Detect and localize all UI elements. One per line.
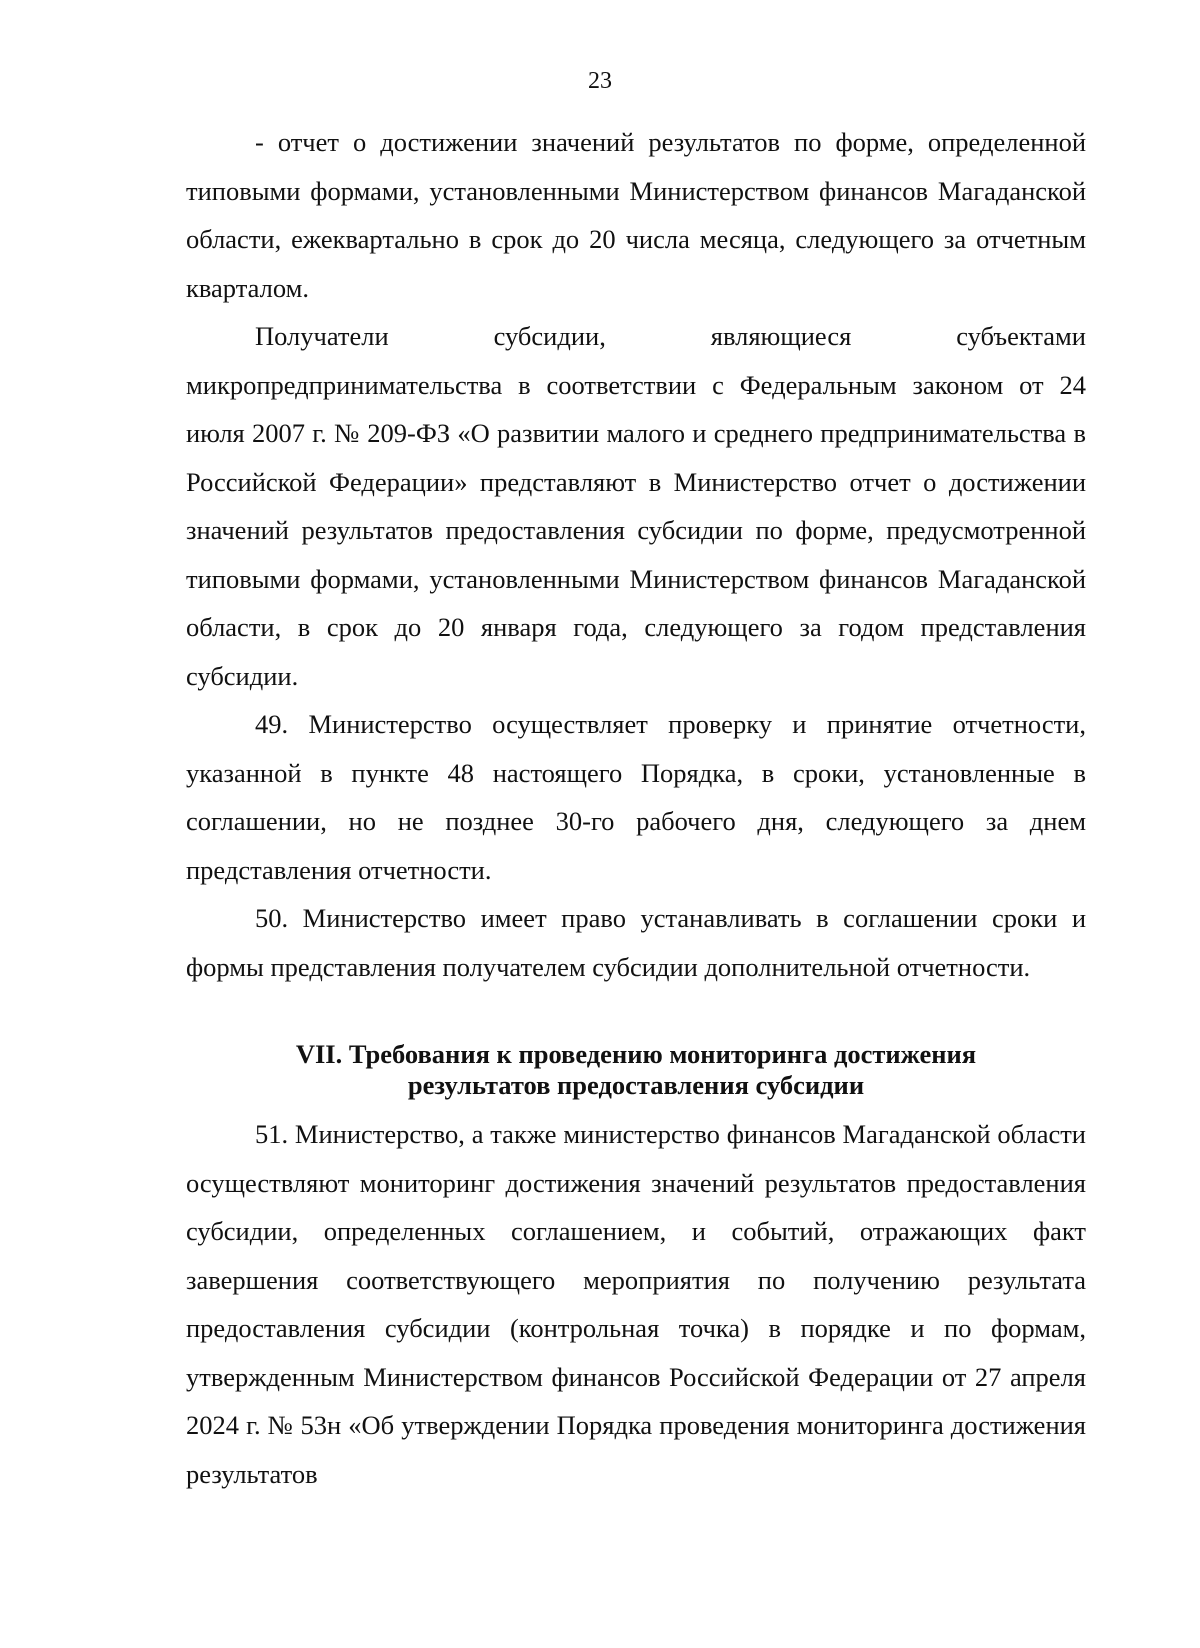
paragraph-report-quarterly: - отчет о достижении значений результатов по форме, определенной типовыми формами, установленными Министерством финансов Магаданской области, ежеквартально в срок до 20 числа месяца, следующего за отчетным кварталом. [186, 127, 1086, 303]
section-heading [186, 1039, 1086, 1101]
section-heading-line-2: результатов предоставления субсидии [407, 1070, 865, 1100]
paragraph-49: 49. Министерство осуществляет проверку и принятие отчетности, указанной в пункте 48 настоящего Порядка, в сроки, установленные в соглашении, но не позднее 30-го рабочего дня, следующего за днем представления отчетности. [186, 709, 1086, 885]
page-number: 23 [588, 68, 612, 94]
document-body [186, 118, 1086, 1498]
paragraph-50: 50. Министерство имеет право устанавливать в соглашении сроки и формы представления получателем субсидии дополнительной отчетности. [186, 903, 1086, 982]
paragraph-micro-enterprise-report: Получатели субсидии, являющиеся субъектами микропредпринимательства в соответствии с Федеральным законом от 24 июля 2007 г. № 209-ФЗ «О развитии малого и среднего предпринимательства в Российской Федерации» представляют в Министерство отчет о достижении значений результатов предоставления субсидии по форме, предусмотренной типовыми формами, установленными Министерством финансов Магаданской области, в срок до 20 января года, следующего за годом представления субсидии. [186, 321, 1086, 691]
paragraph-51: 51. Министерство, а также министерство финансов Магаданской области осуществляют мониторинг достижения значений результатов предоставления субсидии, определенных соглашением, и событий, отражающих факт завершения соответствующего мероприятия по получению результата предоставления субсидии (контрольная точка) в порядке и по формам, утвержденным Министерством финансов Российской Федерации от 27 апреля 2024 г. № 53н «Об утверждении Порядка проведения мониторинга достижения результатов [186, 1119, 1086, 1489]
section-heading-line-1: VII. Требования к проведению мониторинга достижения [295, 1039, 977, 1069]
